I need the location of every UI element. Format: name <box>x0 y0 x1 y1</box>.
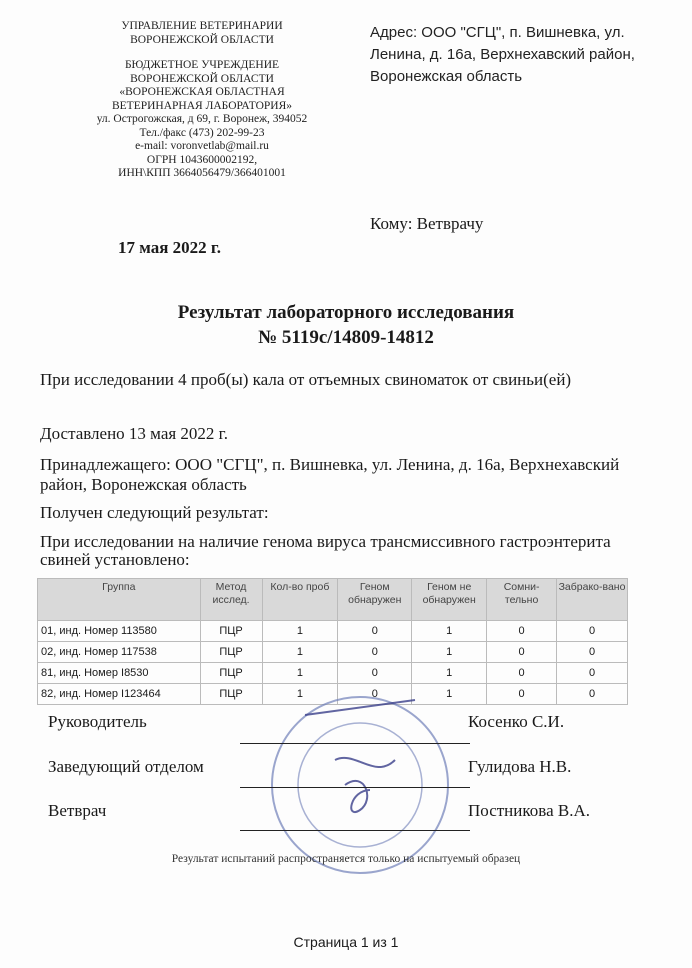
table-cell: 0 <box>338 684 412 705</box>
document-date: 17 мая 2022 г. <box>118 238 221 257</box>
table-cell: 0 <box>557 684 628 705</box>
signature-name: Постникова В.А. <box>468 801 590 820</box>
table-cell: 0 <box>487 642 557 663</box>
table-cell: 0 <box>487 621 557 642</box>
table-cell: ПЦР <box>200 642 262 663</box>
signature-line <box>240 830 470 831</box>
column-header: Сомни-тельно <box>487 579 557 621</box>
table-cell: 1 <box>412 684 487 705</box>
org-address: ул. Острогожская, д 69, г. Воронеж, 394052 <box>96 113 308 125</box>
organization-header <box>62 20 342 181</box>
table-cell: 0 <box>487 684 557 705</box>
org-line: ВОРОНЕЖСКОЙ ОБЛАСТИ <box>130 33 274 46</box>
org-line: «ВОРОНЕЖСКАЯ ОБЛАСТНАЯ <box>119 86 285 98</box>
table-cell: 1 <box>412 621 487 642</box>
results-table <box>37 578 628 705</box>
table-cell: 82, инд. Номер I123464 <box>38 684 201 705</box>
result-intro: Получен следующий результат: <box>40 503 269 522</box>
recipient-address: Адрес: ООО "СГЦ", п. Вишневка, ул. Ленина, д. 16а, Верхнехавский район, Воронежская область <box>370 24 635 85</box>
signature-scribble <box>305 700 415 812</box>
table-row <box>38 642 628 663</box>
table-cell: 1 <box>412 663 487 684</box>
signature-role: Ветврач <box>48 801 107 820</box>
org-inn: ИНН\КПП 3664056479/366401001 <box>118 167 286 179</box>
result-statement: При исследовании на наличие генома вируса трансмиссивного гастроэнтерита свиней установлено: <box>40 532 611 569</box>
table-cell: 0 <box>557 663 628 684</box>
document-title <box>0 300 692 350</box>
table-cell: 1 <box>262 621 338 642</box>
page-number: Страница 1 из 1 <box>293 934 399 950</box>
column-header: Кол-во проб <box>262 579 338 621</box>
table-cell: 02, инд. Номер 117538 <box>38 642 201 663</box>
title-number: № 5119с/14809-14812 <box>258 327 434 348</box>
org-ogrn: ОГРН 1043600002192, <box>146 153 258 166</box>
org-line: ВЕТЕРИНАРНАЯ ЛАБОРАТОРИЯ» <box>111 99 293 112</box>
recipient-to: Кому: Ветврачу <box>370 214 484 233</box>
org-email: e-mail: voronvetlab@mail.ru <box>135 140 269 152</box>
delivery-date: Доставлено 13 мая 2022 г. <box>40 424 228 443</box>
table-cell: 0 <box>557 621 628 642</box>
column-header: Метод исслед. <box>200 579 262 621</box>
table-row <box>38 621 628 642</box>
table-cell: ПЦР <box>200 684 262 705</box>
org-line: УПРАВЛЕНИЕ ВЕТЕРИНАРИИ <box>121 20 283 32</box>
table-cell: 1 <box>262 642 338 663</box>
table-cell: 0 <box>338 663 412 684</box>
official-stamp <box>265 690 455 880</box>
table-cell: 0 <box>557 642 628 663</box>
column-header: Забрако-вано <box>557 579 628 621</box>
signature-name: Гулидова Н.В. <box>468 757 572 776</box>
signature-role: Заведующий отделом <box>48 757 204 776</box>
table-cell: 01, инд. Номер 113580 <box>38 621 201 642</box>
org-line: БЮДЖЕТНОЕ УЧРЕЖДЕНИЕ <box>124 59 280 71</box>
table-cell: 0 <box>487 663 557 684</box>
table-cell: 0 <box>338 621 412 642</box>
org-phone: Тел./факс (473) 202-99-23 <box>139 126 265 139</box>
disclaimer-note: Результат испытаний распространяется только на испытуемый образец <box>171 853 521 865</box>
signature-name: Косенко С.И. <box>468 712 565 731</box>
table-cell: 1 <box>412 642 487 663</box>
sample-description: При исследовании 4 проб(ы) кала от отъемных свиноматок от свиньи(ей) <box>40 370 572 389</box>
table-cell: ПЦР <box>200 663 262 684</box>
title-line: Результат лабораторного исследования <box>177 302 515 323</box>
column-header: Группа <box>38 579 201 621</box>
org-line: ВОРОНЕЖСКОЙ ОБЛАСТИ <box>130 72 274 85</box>
table-row <box>38 663 628 684</box>
table-cell: 1 <box>262 684 338 705</box>
signature-line <box>240 787 470 788</box>
table-cell: 1 <box>262 663 338 684</box>
table-cell: 0 <box>338 642 412 663</box>
table-cell: ПЦР <box>200 621 262 642</box>
owner: Принадлежащего: ООО "СГЦ", п. Вишневка, ул. Ленина, д. 16а, Верхнехавский район, Воронежская область <box>40 455 620 494</box>
column-header: Геном обнаружен <box>338 579 412 621</box>
table-cell: 81, инд. Номер I8530 <box>38 663 201 684</box>
column-header: Геном не обнаружен <box>412 579 487 621</box>
signature-line <box>240 743 470 744</box>
table-header-row <box>38 579 628 621</box>
signature-role: Руководитель <box>48 712 147 731</box>
